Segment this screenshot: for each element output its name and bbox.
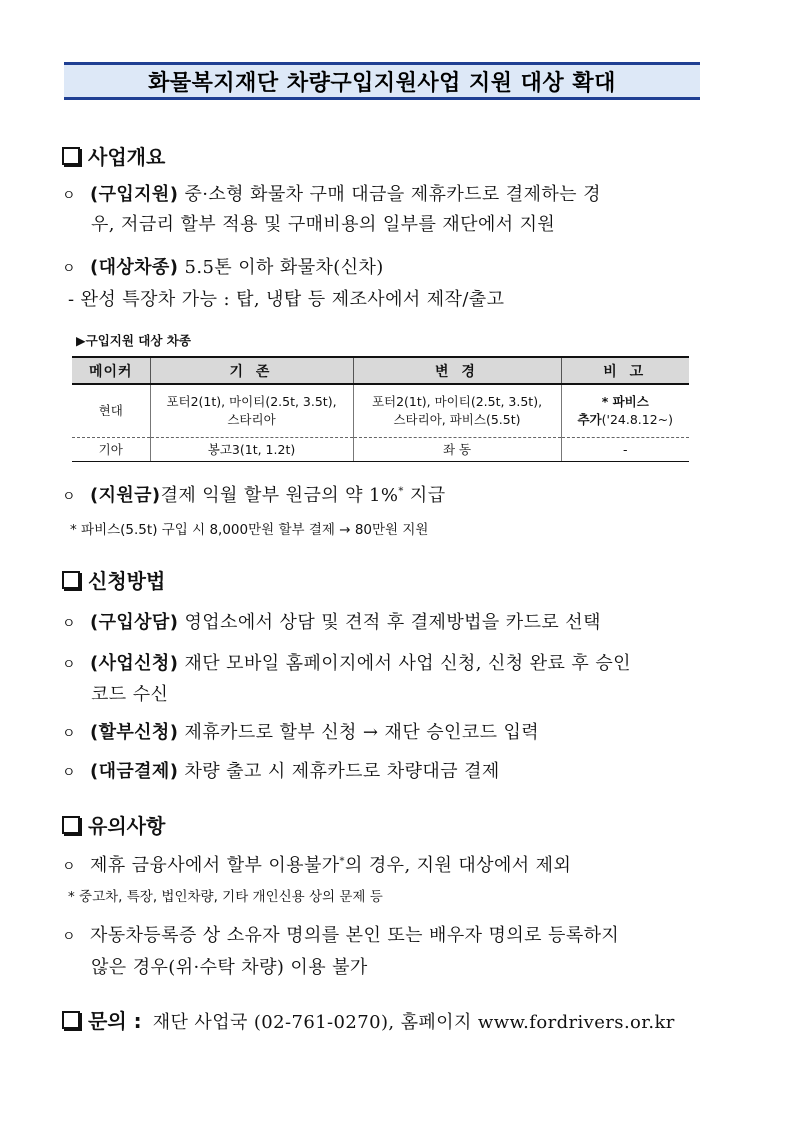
- circle-bullet-icon: ㅇ: [62, 726, 76, 742]
- overview-subline: - 완성 특장차 가능 : 탑, 냉탑 등 제조사에서 제작/출고: [68, 289, 505, 310]
- overview-item-purchase-cont: 우, 저금리 할부 적용 및 구매비용의 일부를 재단에서 지원: [91, 214, 556, 235]
- cell-note: * 파비스 추가('24.8.12~): [561, 384, 689, 438]
- apply-item-consult: ㅇ (구입상담) 영업소에서 상담 및 견적 후 결제방법을 카드로 선택: [62, 612, 601, 633]
- contact-heading: 문의 :: [88, 1009, 142, 1033]
- caution-item-2-cont: 않은 경우(위·수탁 차량) 이용 불가: [91, 957, 368, 978]
- overview-item-vehicle: ㅇ (대상차종) 5.5톤 이하 화물차(신차): [62, 257, 384, 278]
- contact-text: 재단 사업국 (02-761-0270), 홈페이지 www.fordrivers.or.kr: [152, 1012, 675, 1033]
- checkbox-square-icon: [62, 816, 80, 834]
- apply-item-payment: ㅇ (대금결제) 차량 출고 시 제휴카드로 차량대금 결제: [62, 761, 500, 782]
- title-banner: [64, 62, 700, 100]
- cell-maker: 기아: [72, 438, 150, 462]
- page-title: 화물복지재단 차량구입지원사업 지원 대상 확대: [148, 70, 616, 96]
- table-header-before: 기 존: [150, 357, 353, 384]
- caution-item-1: ㅇ 제휴 금융사에서 할부 이용불가*의 경우, 지원 대상에서 제외: [62, 855, 572, 876]
- table-caption: ▶구입지원 대상 차종: [76, 333, 191, 348]
- cell-after: 좌 동: [353, 438, 561, 462]
- apply-item-apply: ㅇ (사업신청) 재단 모바일 홈페이지에서 사업 신청, 신청 완료 후 승인: [62, 653, 631, 674]
- vehicle-table: [72, 356, 689, 462]
- circle-bullet-icon: ㅇ: [62, 929, 76, 945]
- cell-before: 포터2(1t), 마이티(2.5t, 3.5t), 스타리아: [150, 384, 353, 438]
- apply-item-apply-cont: 코드 수신: [91, 684, 169, 705]
- checkbox-square-icon: [62, 1011, 80, 1029]
- caution-note: * 중고차, 특장, 법인차량, 기타 개인신용 상의 문제 등: [68, 889, 383, 905]
- circle-bullet-icon: ㅇ: [62, 765, 76, 781]
- section-heading-apply: 신청방법: [62, 565, 165, 594]
- checkbox-square-icon: [62, 571, 80, 589]
- cell-before: 봉고3(1t, 1.2t): [150, 438, 353, 462]
- cell-after: 포터2(1t), 마이티(2.5t, 3.5t), 스타리아, 파비스(5.5t): [353, 384, 561, 438]
- circle-bullet-icon: ㅇ: [62, 657, 76, 673]
- table-header-after: 변 경: [353, 357, 561, 384]
- section-heading-caution: 유의사항: [62, 810, 165, 839]
- circle-bullet-icon: ㅇ: [62, 859, 76, 875]
- circle-bullet-icon: ㅇ: [62, 489, 76, 505]
- overview-item-support: ㅇ (지원금)결제 익월 할부 원금의 약 1%* 지급: [62, 485, 446, 506]
- cell-maker: 현대: [72, 384, 150, 438]
- table-row: [72, 438, 689, 462]
- table-row: [72, 384, 689, 438]
- contact-line: [62, 1005, 675, 1034]
- overview-item-purchase: ㅇ (구입지원) 중·소형 화물차 구매 대금을 제휴카드로 결제하는 경: [62, 184, 601, 205]
- section-heading-overview: 사업개요: [62, 141, 165, 170]
- support-note: * 파비스(5.5t) 구입 시 8,000만원 할부 결제 → 80만원 지원: [70, 522, 429, 538]
- circle-bullet-icon: ㅇ: [62, 188, 76, 204]
- apply-item-installment: ㅇ (할부신청) 제휴카드로 할부 신청 → 재단 승인코드 입력: [62, 722, 540, 743]
- table-header-note: 비 고: [561, 357, 689, 384]
- checkbox-square-icon: [62, 147, 80, 165]
- circle-bullet-icon: ㅇ: [62, 616, 76, 632]
- caution-item-2: ㅇ 자동차등록증 상 소유자 명의를 본인 또는 배우자 명의로 등록하지: [62, 925, 620, 946]
- table-header-maker: 메이커: [72, 357, 150, 384]
- circle-bullet-icon: ㅇ: [62, 261, 76, 277]
- cell-note: -: [561, 438, 689, 462]
